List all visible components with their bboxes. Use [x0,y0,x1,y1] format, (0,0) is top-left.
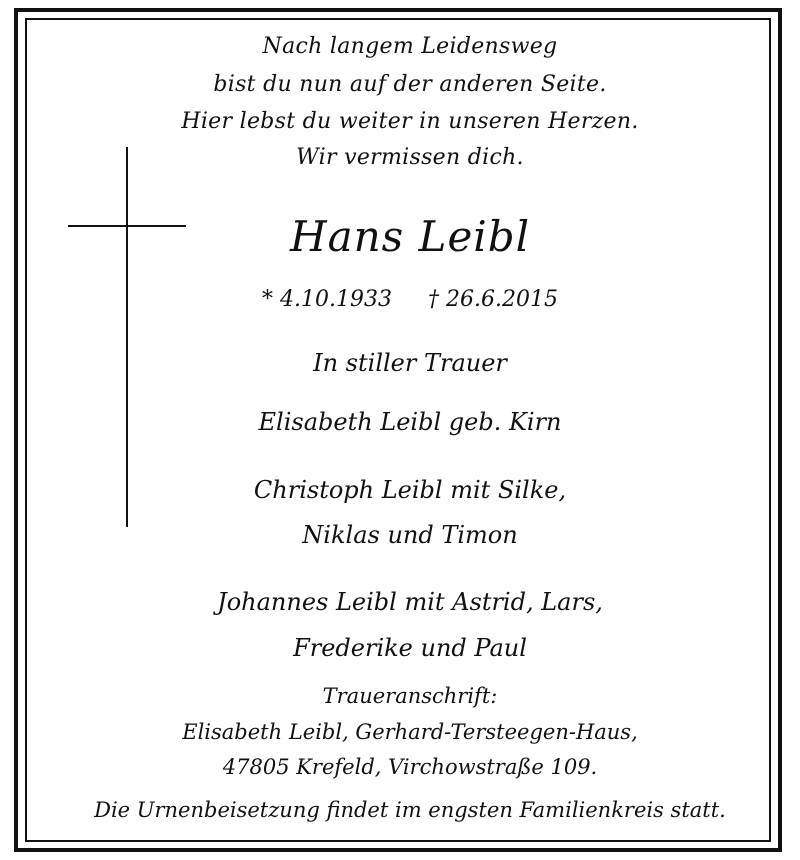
address-line-1: Elisabeth Leibl, Gerhard-Tersteegen-Haus, [182,720,638,744]
birth-date: * 4.10.1933 [262,287,392,312]
death-date: † 26.6.2015 [428,287,558,312]
cross-vertical-bar [126,147,128,527]
mourner-line-1: Elisabeth Leibl geb. Kirn [258,408,562,436]
mourner-line-4: Johannes Leibl mit Astrid, Lars, [217,588,603,616]
address-line-2: 47805 Krefeld, Virchowstraße 109. [222,755,598,779]
verse-line-3: Hier lebst du weiter in unseren Herzen. [181,109,639,134]
verse-line-1: Nach langem Leidensweg [262,34,558,59]
mourner-line-3: Niklas und Timon [302,521,518,549]
life-dates [60,289,760,311]
verse-line-2: bist du nun auf der anderen Seite. [213,72,607,97]
address-label: Traueranschrift: [322,684,498,708]
mourner-line-2: Christoph Leibl mit Silke, [253,476,567,504]
mourner-line-5: Frederike und Paul [293,634,527,662]
mourning-intro: In stiller Trauer [313,349,507,377]
funeral-notice: Die Urnenbeisetzung findet im engsten Familienkreis statt. [94,798,726,822]
verse-line-4: Wir vermissen dich. [296,145,524,170]
deceased-name: Hans Leibl [289,212,531,261]
